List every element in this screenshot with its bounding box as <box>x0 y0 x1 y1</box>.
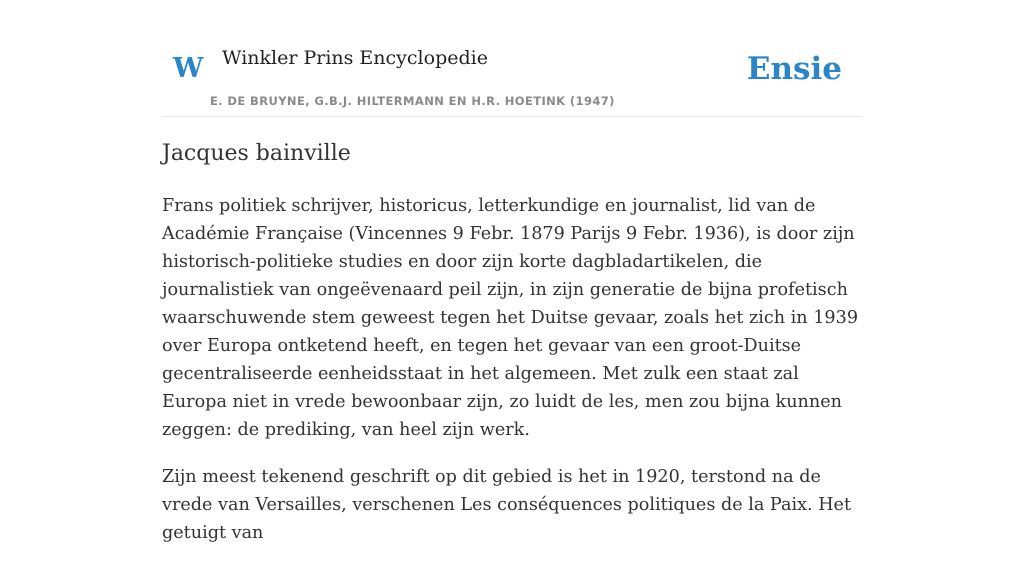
article-body <box>162 192 862 566</box>
source-authors: E. DE BRUYNE, G.B.J. HILTERMANN EN H.R. HOETINK (1947) <box>210 94 615 108</box>
article-paragraph: Zijn meest tekenend geschrift op dit gebied is het in 1920, terstond na de vrede van Versailles, verschenen Les conséquences politiques de la Paix. Het getuigt van <box>162 467 852 543</box>
article-title: Jacques bainville <box>162 141 351 166</box>
source-title-link[interactable]: Winkler Prins Encyclopedie <box>222 47 488 69</box>
source-header <box>162 0 862 117</box>
page <box>162 0 862 543</box>
article-paragraph: Frans politiek schrijver, historicus, letterkundige en journalist, lid van de Académie Française (Vincennes 9 Febr. 1879 Parijs 9 Febr. 1936), is door zijn historisch-politieke studies en door zijn korte dagbladartikelen, die journalistiek van ongeëvenaard peil zijn, in zijn generatie de bijna profetisch waarschuwende stem geweest tegen het Duitse gevaar, zoals het zich in 1939 over Europa ontketend heeft, en tegen het gevaar van een groot-Duitse gecentraliseerde eenheidsstaat in het algemeen. Met zulk een staat zal Europa niet in vrede bewoonbaar zijn, zo luidt de les, men zou bijna kunnen zeggen: de prediking, van heel zijn werk. <box>162 196 859 440</box>
brand-logo[interactable]: Ensie <box>746 51 842 87</box>
source-logo[interactable]: W <box>173 53 204 84</box>
